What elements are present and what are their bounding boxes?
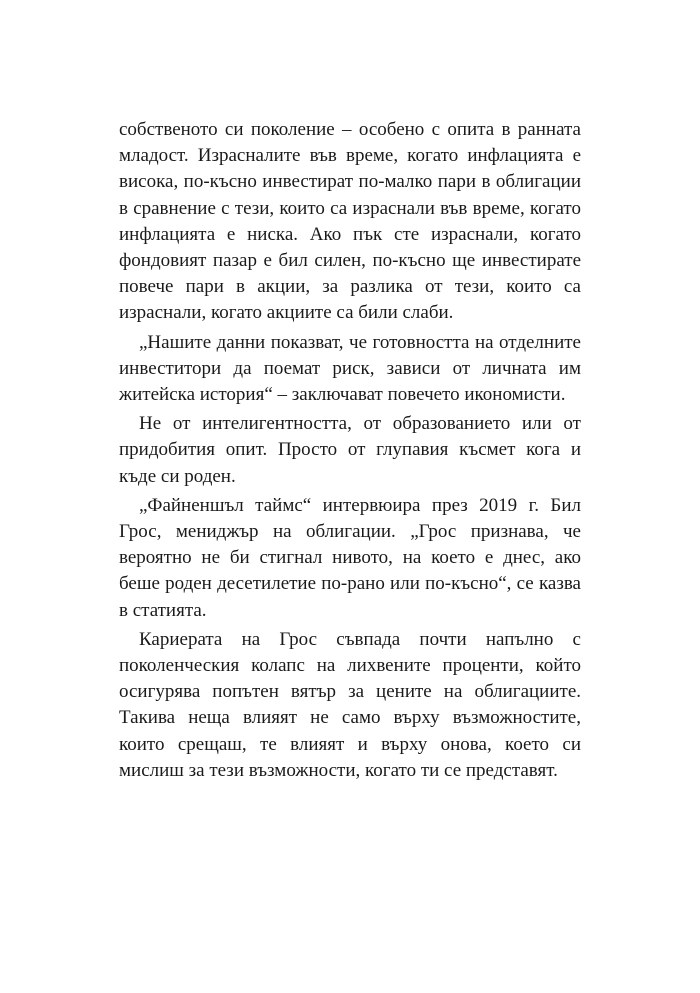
paragraph-gross-career: Кариерата на Грос съвпада почти напълно с поколенческия колапс на лихвените проценти, който осигурява попътен вятър за цените на облигациите. Такива неща влияят не само върху възможностите, които срещаш, те влияят и върху онова, което си мислиш за тези възможности, когато ти се представят. xyxy=(119,628,581,781)
body-text xyxy=(119,117,581,784)
paragraph-quote-risk: „Нашите данни показват, че готовността на отделните инвеститори да поемат риск, зависи от личната им житейска история“ – заключават повечето икономисти. xyxy=(119,331,581,406)
paragraph-luck: Не от интелигентността, от образованието или от придобития опит. Просто от глупавия късмет кога и къде си роден. xyxy=(119,413,581,487)
paragraph-financial-times: „Файненшъл таймс“ интервюира през 2019 г. Бил Грос, мениджър на облигации. „Грос признава, че вероятно не би стигнал нивото, на което е днес, ако беше роден десетилетие по-рано или по-късно“, се казва в статията. xyxy=(119,494,581,621)
paragraph-continuation: собственото си поколение – особено с опита в ранната младост. Израсналите във време, когато инфлацията е висока, по-късно инвестират по-малко пари в облигации в сравнение с тези, които са израснали във време, когато инфлацията е ниска. Ако пък сте израснали, когато фондовият пазар е бил силен, по-късно ще инвестирате повече пари в акции, за разлика от тези, които са израснали, когато акциите са били слаби. xyxy=(119,119,581,324)
